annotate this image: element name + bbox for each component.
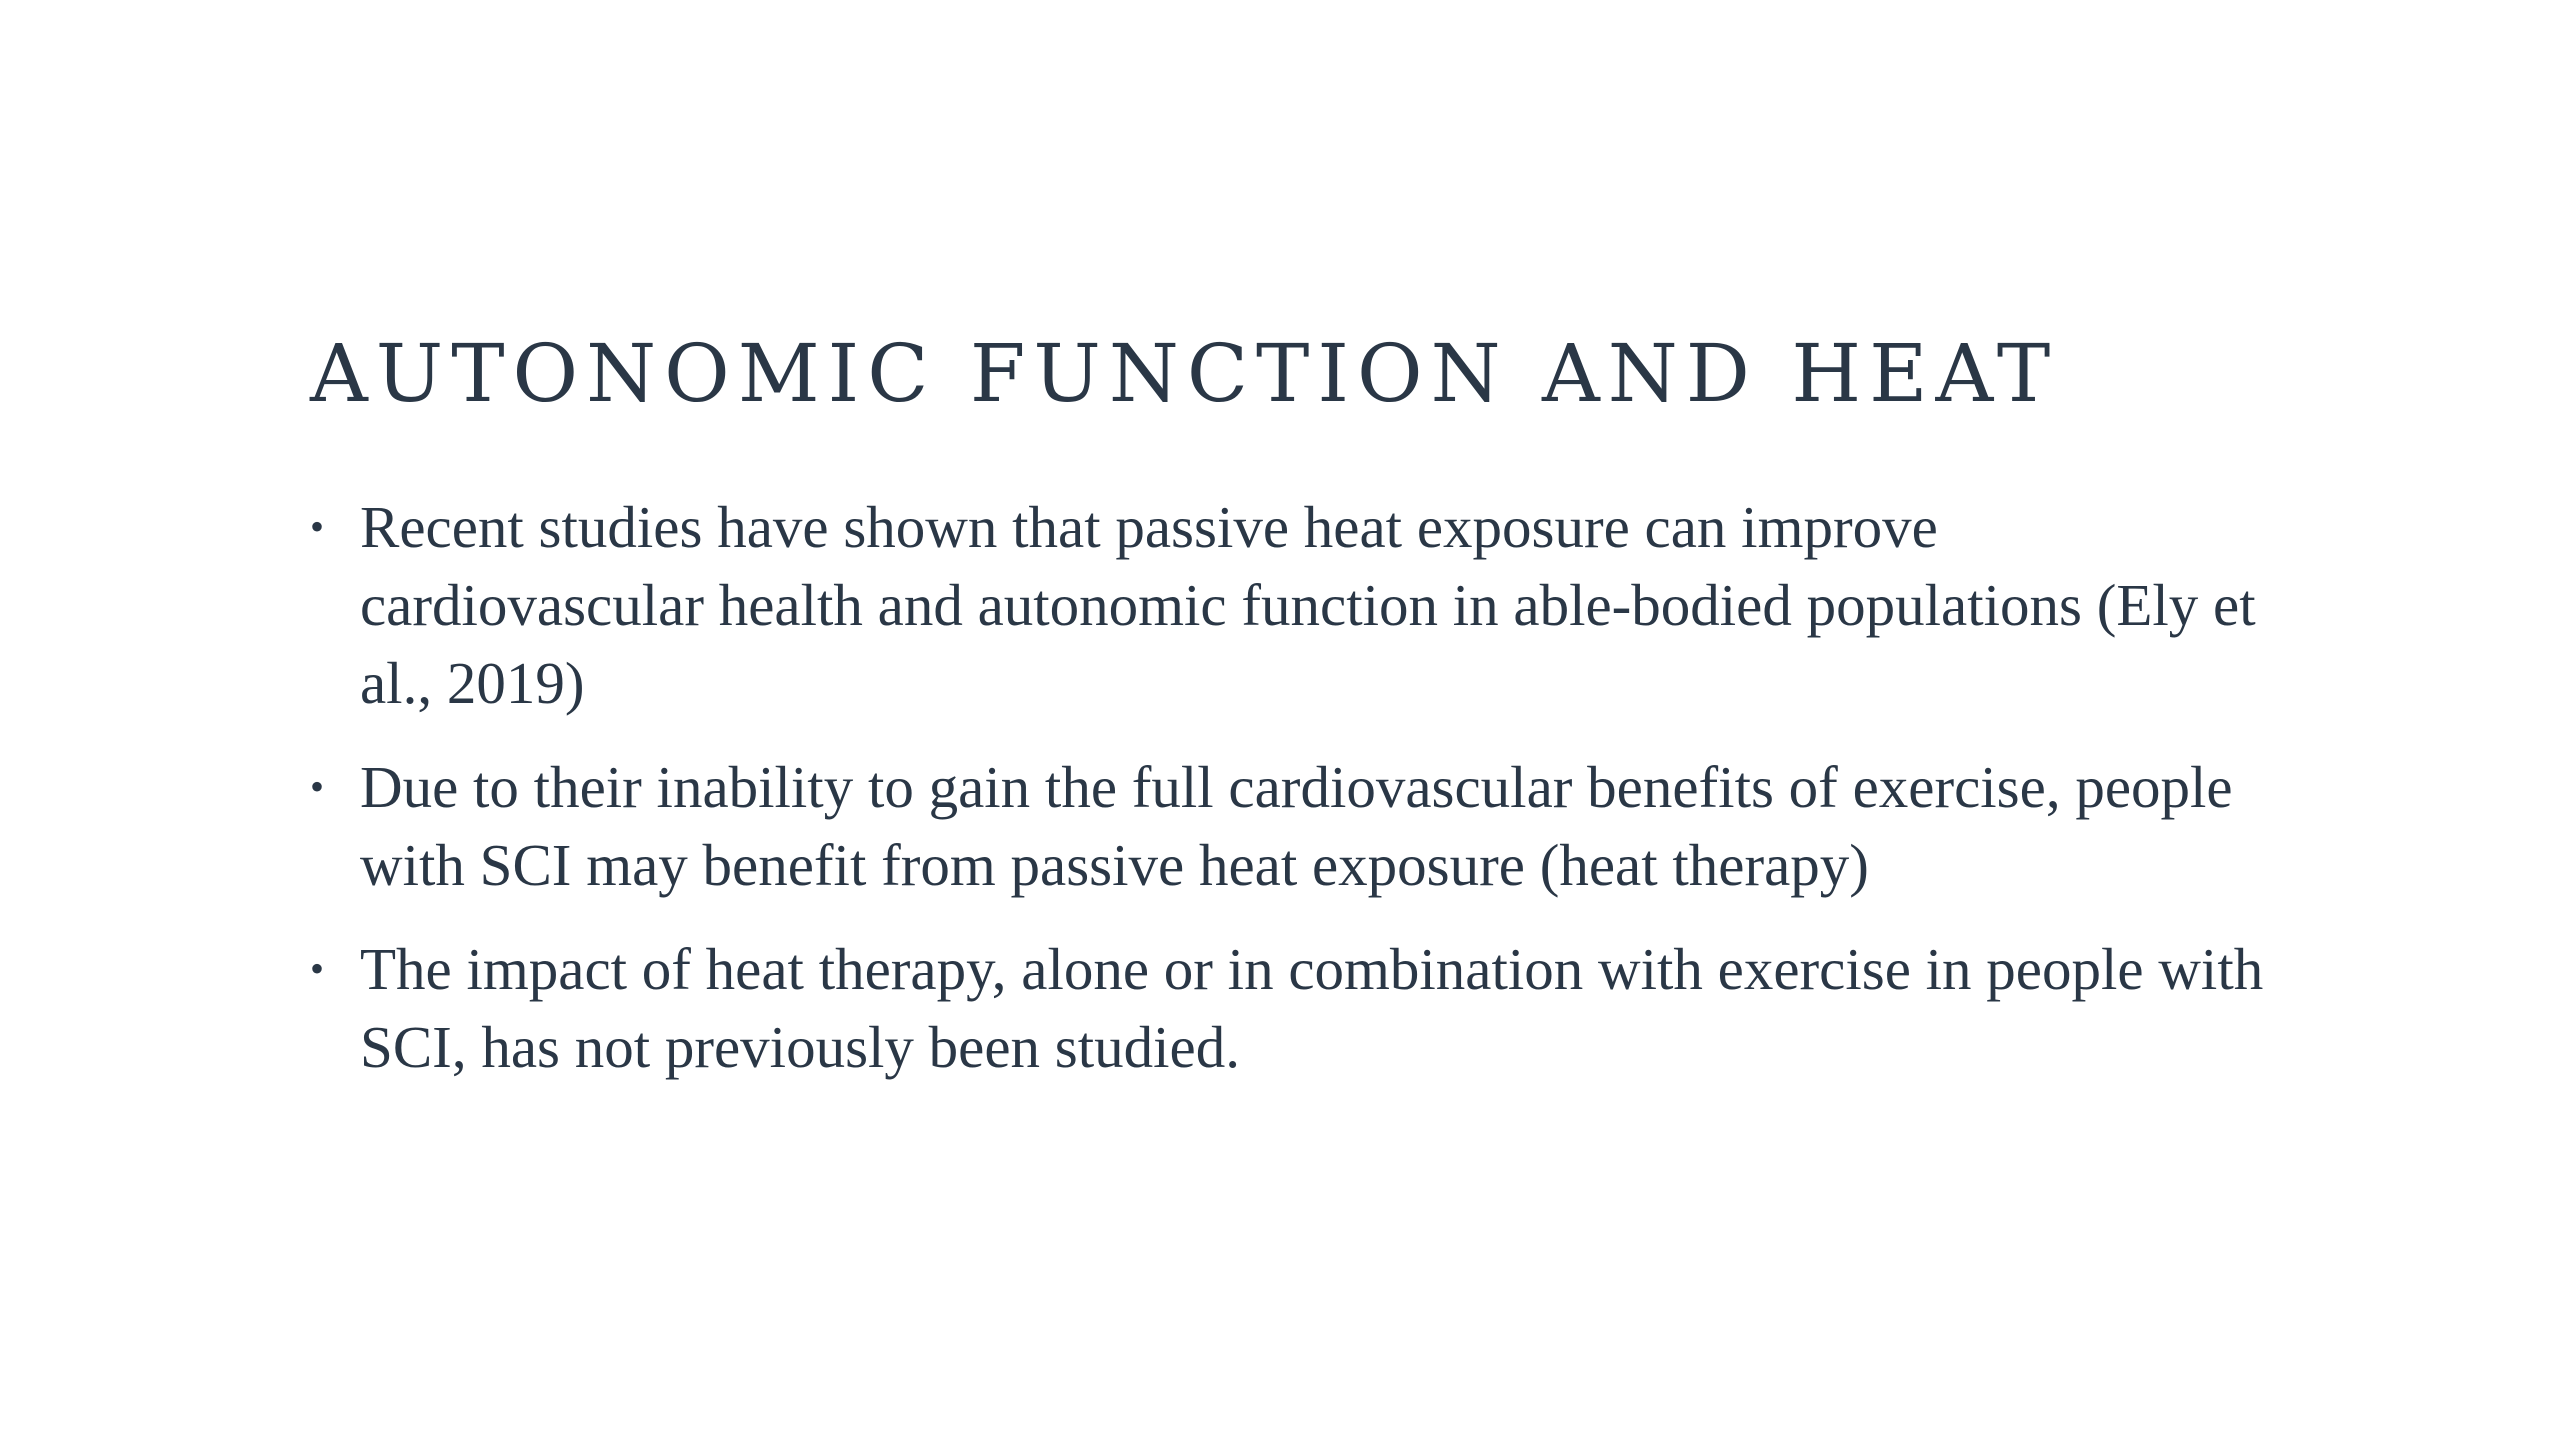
bullet-text: The impact of heat therapy, alone or in combination with exercise in people with SCI, has not previously been studied. [360,936,2264,1080]
bullet-marker-icon: • [310,764,325,809]
bullet-item [310,748,2290,904]
bullet-list [310,488,2290,1112]
bullet-text: Recent studies have shown that passive heat exposure can improve cardiovascular health and autonomic function in able-bodied populations (Ely et al., 2019) [360,494,2256,716]
bullet-item [310,930,2290,1086]
bullet-item [310,488,2290,722]
slide-title: AUTONOMIC FUNCTION AND HEAT [310,327,2059,420]
bullet-marker-icon: • [310,504,325,549]
bullet-text: Due to their inability to gain the full cardiovascular benefits of exercise, people with SCI may benefit from passive heat exposure (heat therapy) [360,754,2233,898]
bullet-marker-icon: • [310,946,325,991]
